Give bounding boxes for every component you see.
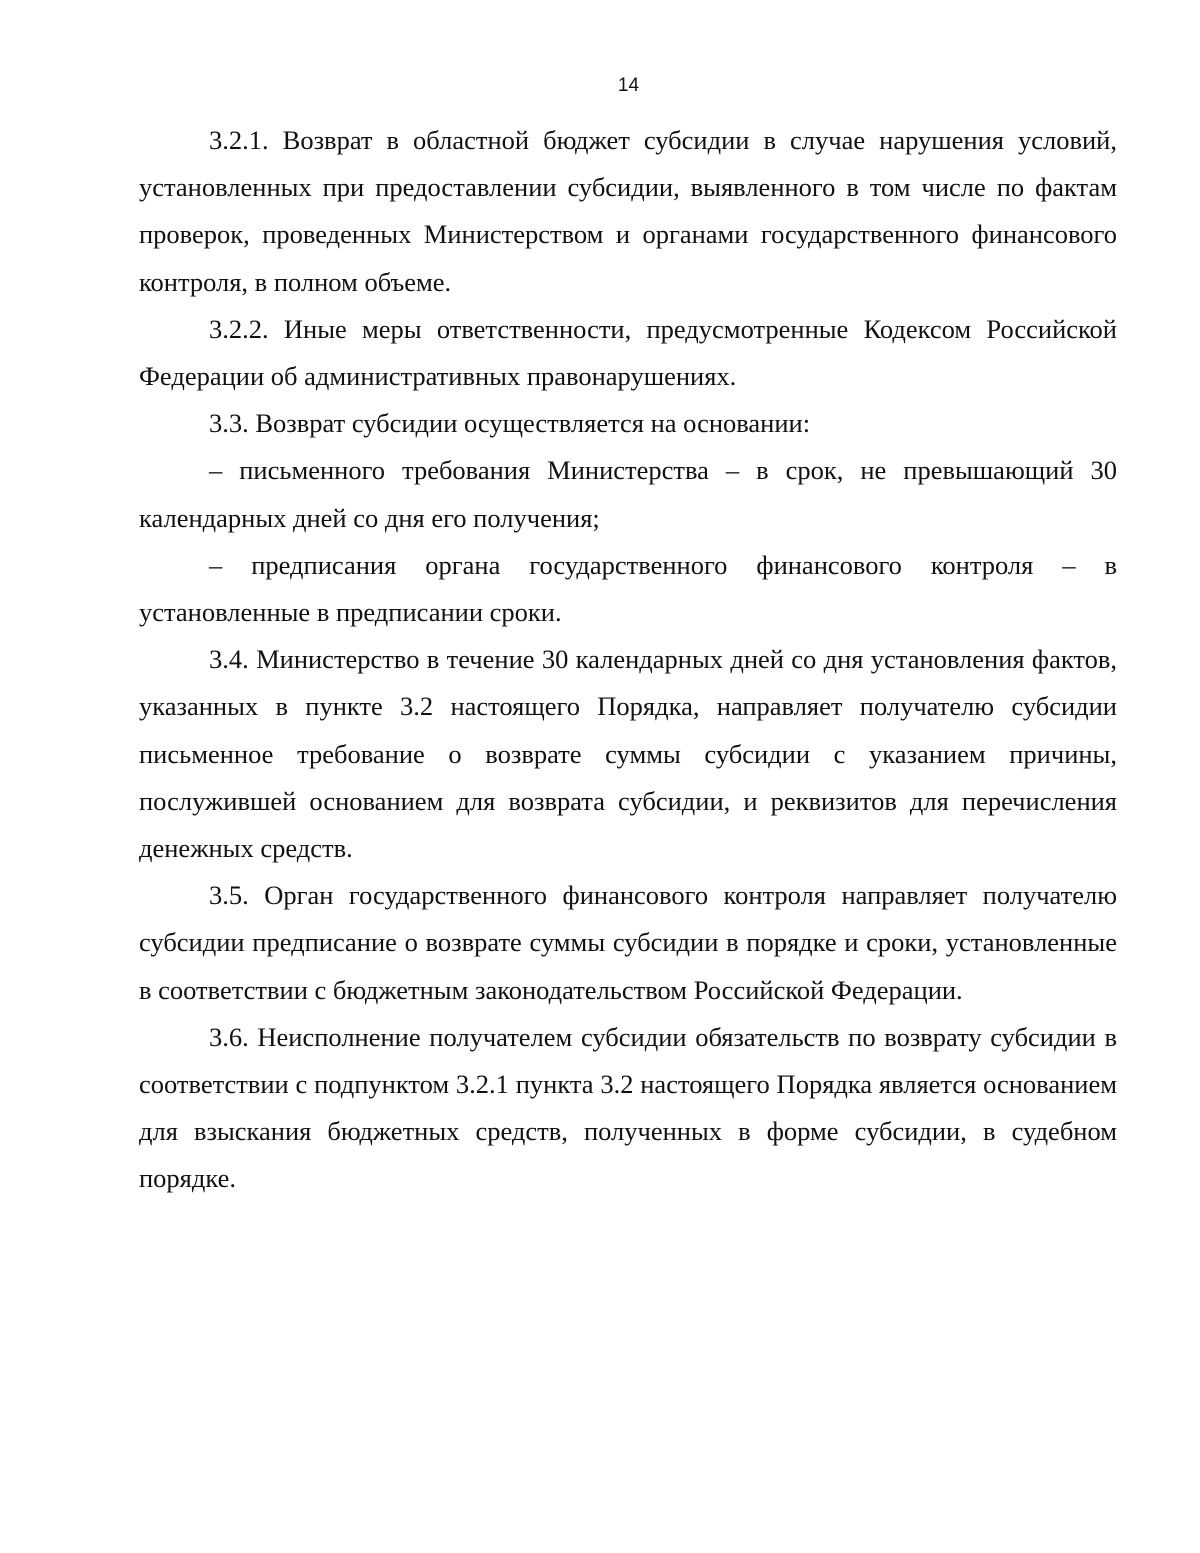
list-item-written-demand: – письменного требования Министерства – в срок, не превышающий 30 календарных дней со дня его получения; [139,455,1117,533]
paragraph-3-5: 3.5. Орган государственного финансового контроля направляет получателю субсидии предписание о возврате суммы субсидии в порядке и сроки, установленные в соответствии с бюджетным законодательством Российской Федерации. [139,880,1117,1005]
paragraph-3-4: 3.4. Министерство в течение 30 календарных дней со дня установления фактов, указанных в пункте 3.2 настоящего Порядка, направляет получателю субсидии письменное требование о возврате суммы субсидии с указанием причины, послужившей основанием для возврата субсидии, и реквизитов для перечисления денежных средств. [139,644,1117,864]
paragraph-3-2-1: 3.2.1. Возврат в областной бюджет субсидии в случае нарушения условий, установленных при предоставлении субсидии, выявленного в том числе по фактам проверок, проведенных Министерством и органами государственного финансового контроля, в полном объеме. [139,125,1117,297]
paragraph-3-6: 3.6. Неисполнение получателем субсидии обязательств по возврату субсидии в соответствии с подпунктом 3.2.1 пункта 3.2 настоящего Порядка является основанием для взыскания бюджетных средств, полученных в форме субсидии, в судебном порядке. [139,1021,1117,1194]
page-number: 14 [617,75,640,96]
document-body [139,117,1117,1203]
list-item-control-order: – предписания органа государственного финансового контроля – в установленные в предписании сроки. [139,549,1117,628]
paragraph-3-3: 3.3. Возврат субсидии осуществляется на основании: [209,408,811,439]
paragraph-3-2-2: 3.2.2. Иные меры ответственности, предусмотренные Кодексом Российской Федерации об административных правонарушениях. [139,313,1117,392]
